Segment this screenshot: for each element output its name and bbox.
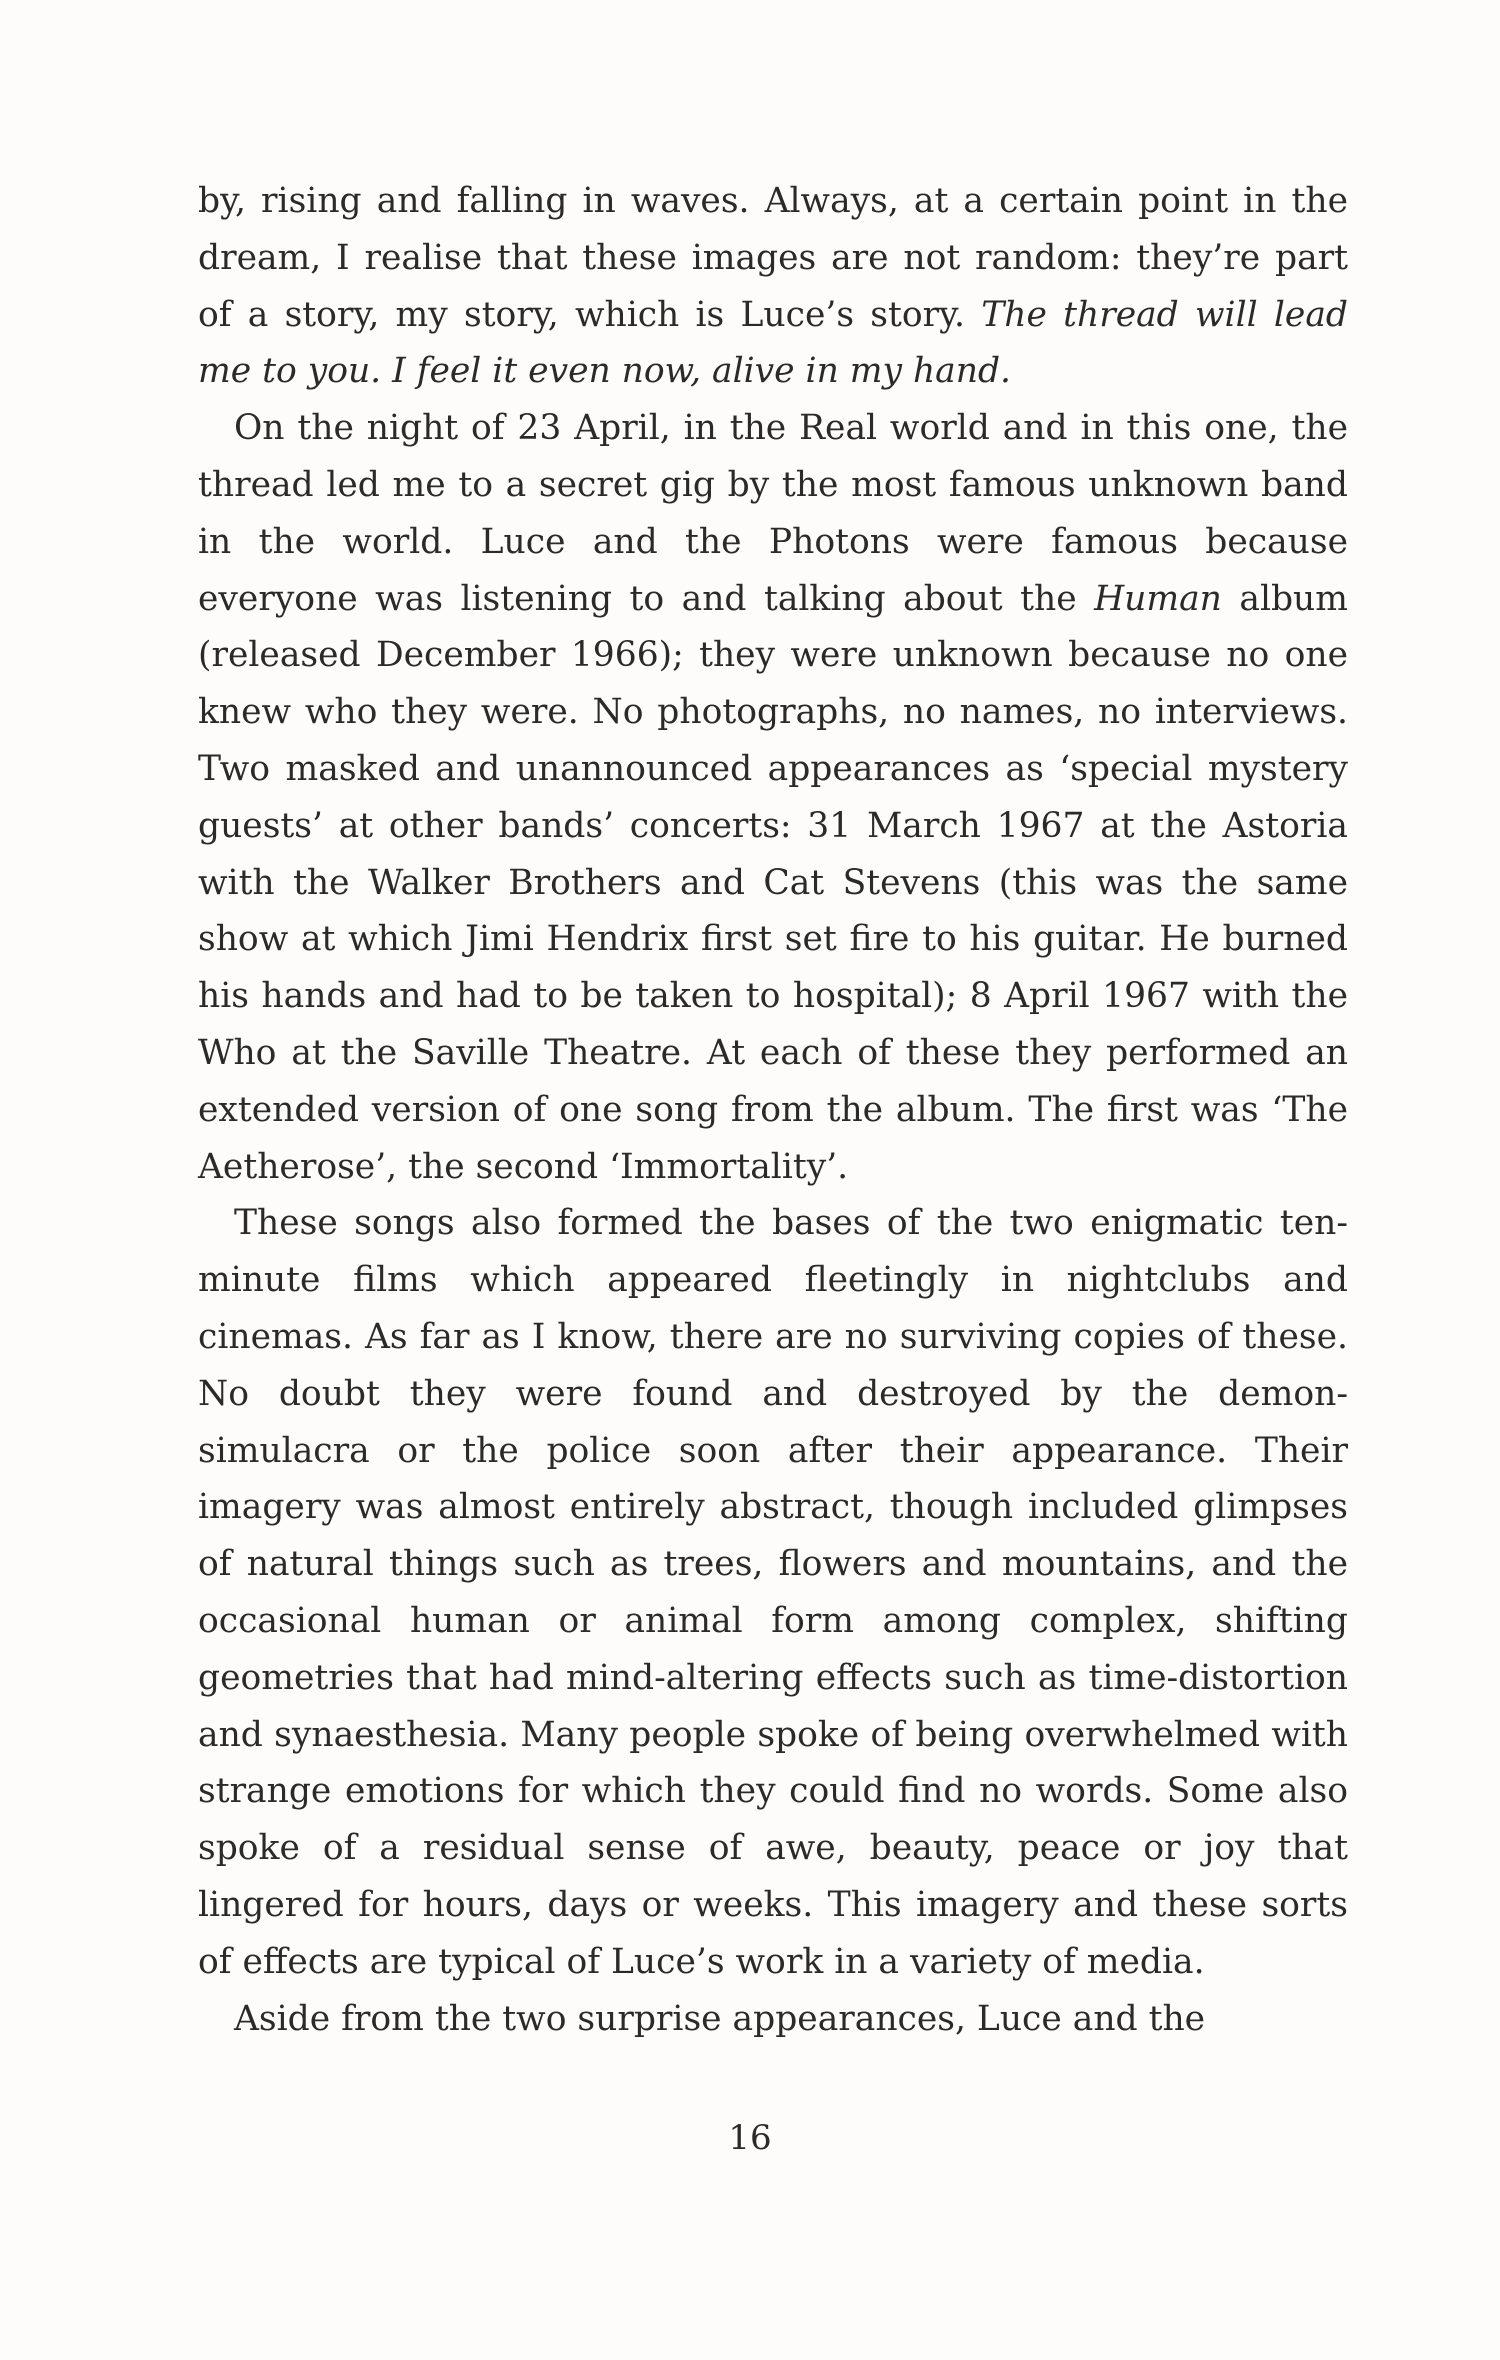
text-run: On the night of 23 April, in the Real world and in this one, the thread led me to a secret gig by the most famous unknown band in the world. Luce and the Photons were famous because everyone was listening to and talking about the [198,408,1348,619]
body-text [198,173,1348,2047]
paragraph-final [198,1991,1348,2048]
text-run: album (released December 1966); they were unknown because no one knew who they were. No photographs, no names, no interviews. Two masked and unannounced appearances as ‘special mystery guests’ at other bands’ concerts: 31 March 1967 at the Astoria with the Walker Brothers and Cat Stevens (this was the same show at which Jimi Hendrix first set fire to his guitar. He burned his hands and had to be taken to hospital); 8 April 1967 with the Who at the Saville Theatre. At each of these they performed an extended version of one song from the album. The first was ‘The Aetherose’, the second ‘Immortality’. [198,578,1348,1187]
paragraph-continued [198,173,1348,400]
text-run: by, rising and falling in waves. Always, at a certain point in the dream, I realise that these images are not random: they’re part of a story, my story, which is Luce’s story. [198,181,1348,335]
italic-text-run: The thread will lead me to you. I feel it even now, alive in my hand. [198,294,1348,392]
page-number: 16 [728,2118,772,2158]
text-run: These songs also formed the bases of the two enigmatic ten-minute films which appeared fleetingly in nightclubs and cinemas. As far as I know, there are no surviving copies of these. No doubt they were found and destroyed by the demon-simulacra or the police soon after their appearance. Their imagery was almost entirely abstract, though included glimpses of natural things such as trees, flowers and mountains, and the occasional human or animal form among complex, shifting geometries that had mind-altering effects such as time-distortion and synaesthesia. Many people spoke of being overwhelmed with strange emotions for which they could find no words. Some also spoke of a residual sense of awe, beauty, peace or joy that lingered for hours, days or weeks. This imagery and these sorts of effects are typical of Luce’s work in a variety of media. [198,1203,1348,1982]
text-run: Aside from the two surprise appearances, Luce and the [234,1998,1206,2039]
paragraph-secret-gig [198,400,1348,1195]
paragraph-films [198,1195,1348,1990]
italic-album-title: Human [1094,578,1222,619]
